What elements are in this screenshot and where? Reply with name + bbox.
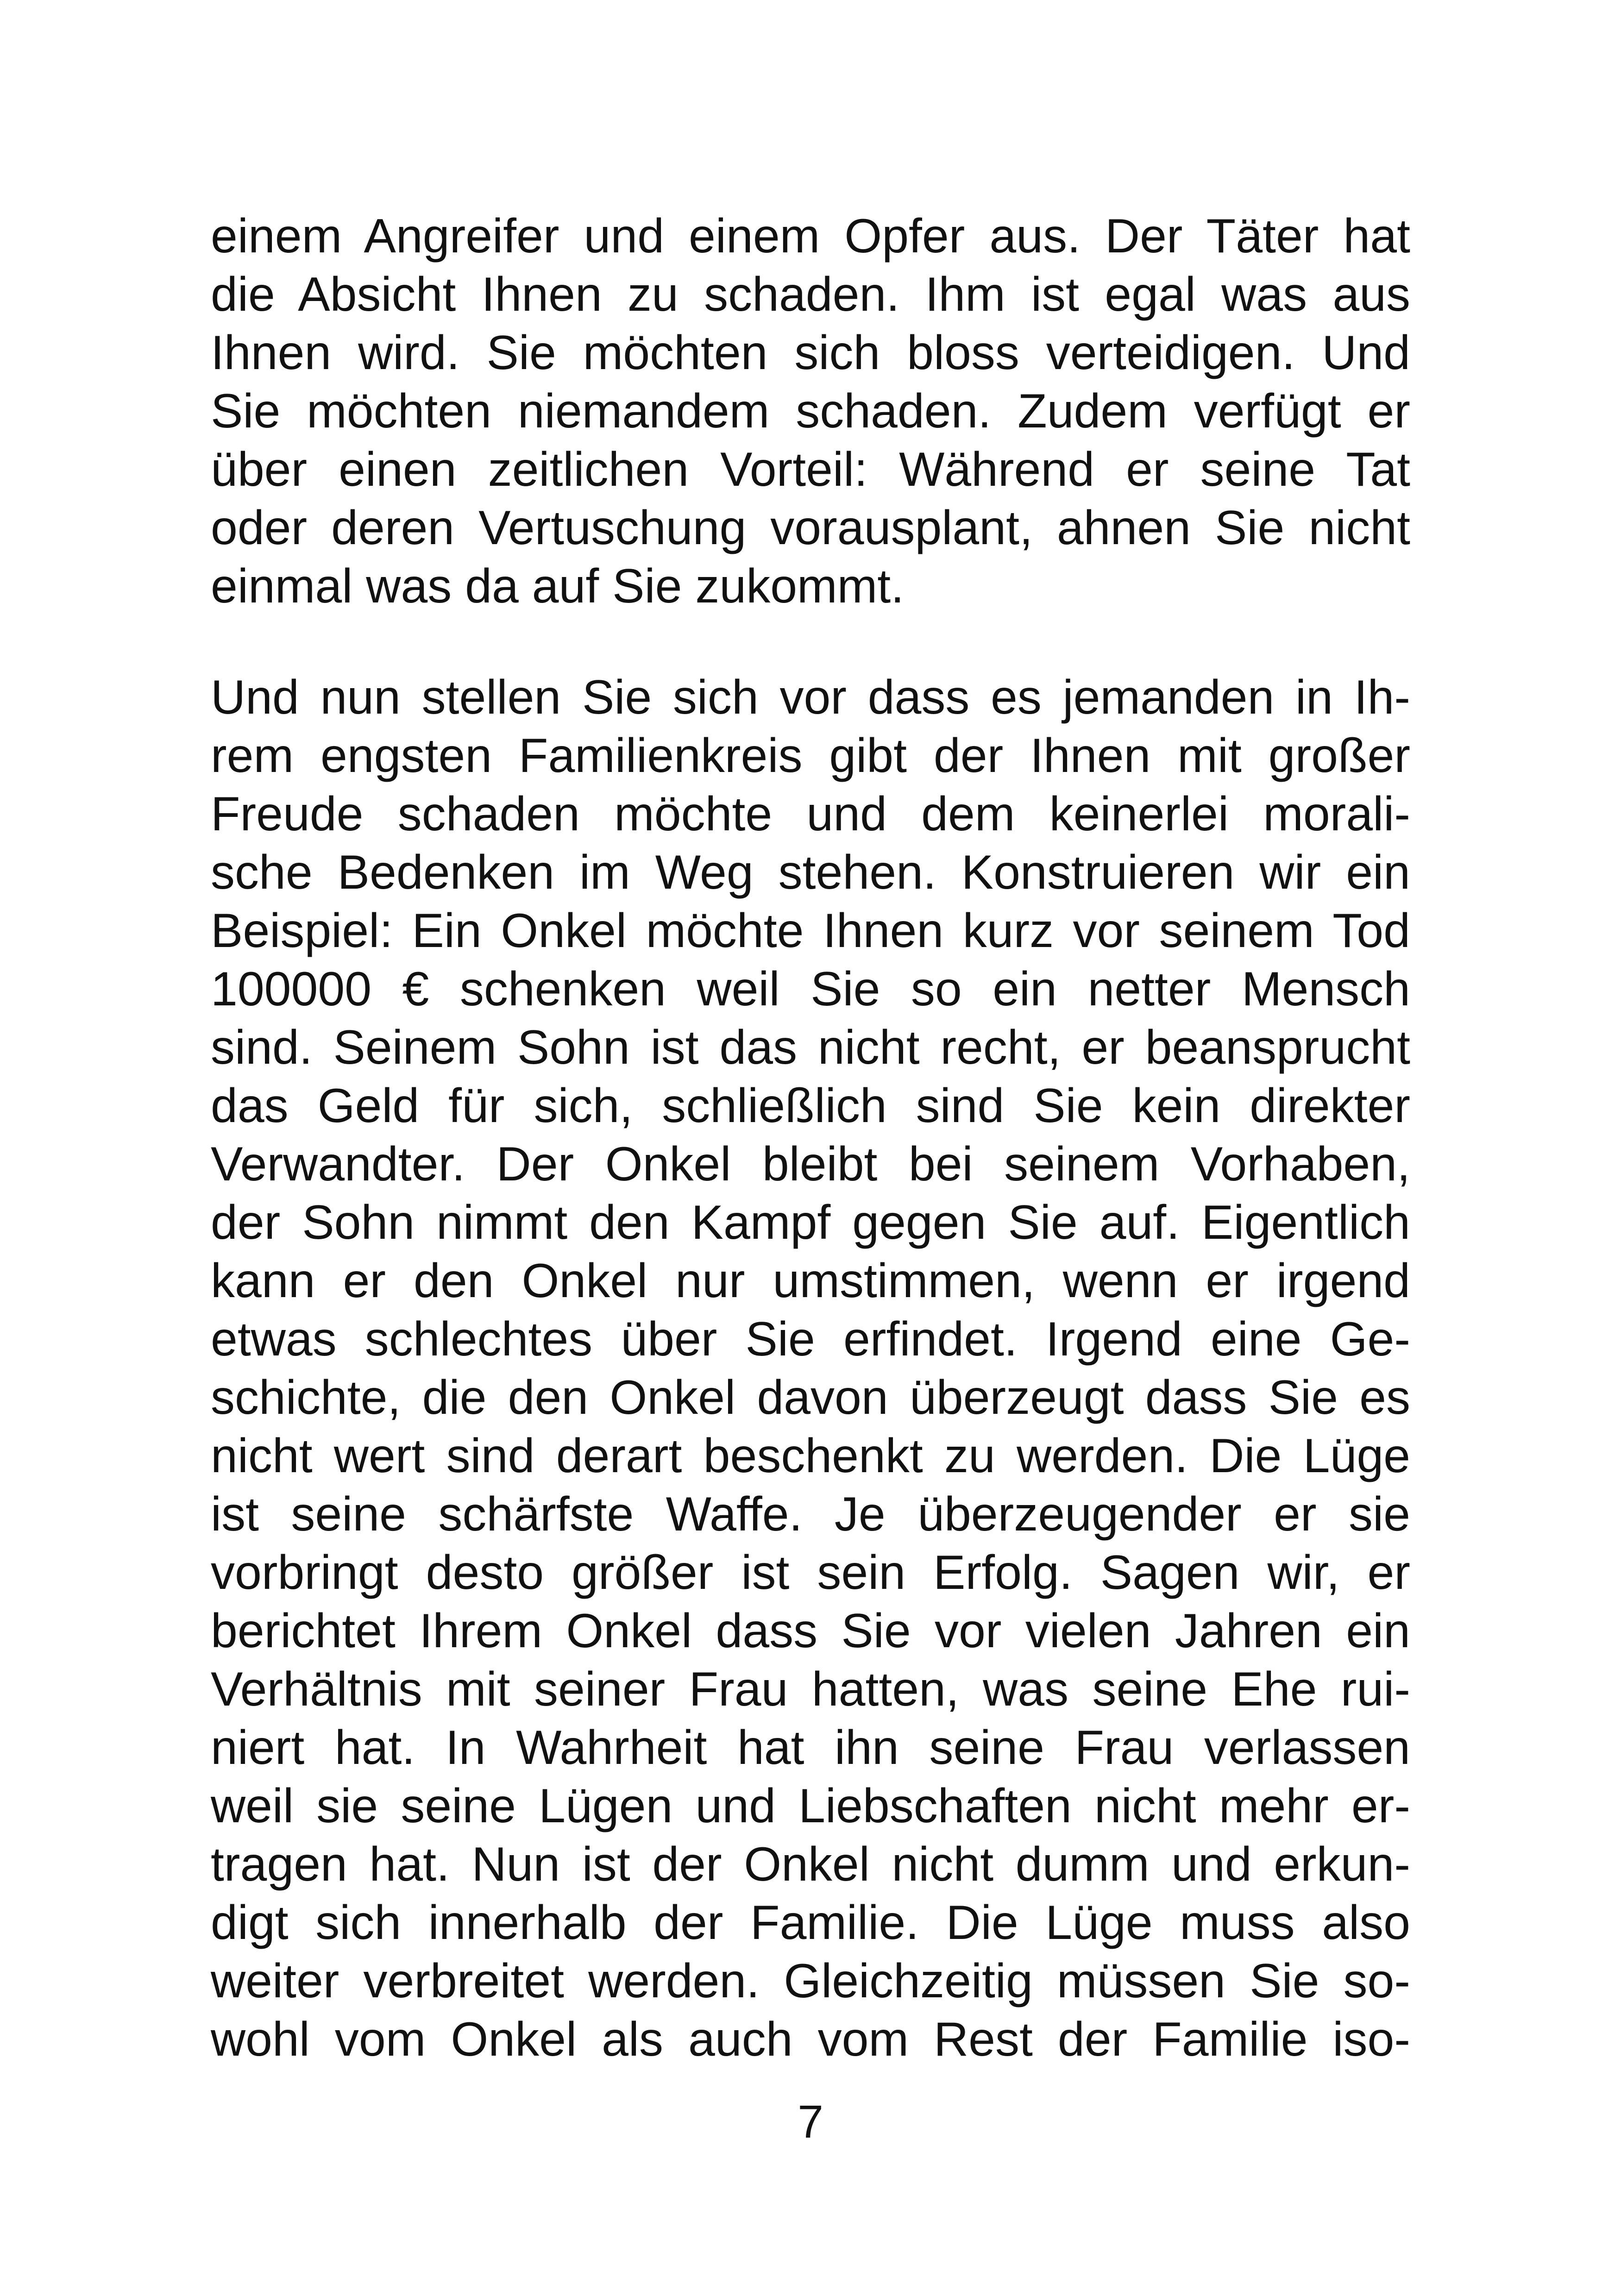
text-line: Freude schaden möchte und dem keinerlei morali- <box>211 787 1410 841</box>
text-line: Ihnen wird. Sie möchten sich bloss verteidigen. Und <box>211 326 1410 380</box>
text-line: niert hat. In Wahrheit hat ihn seine Frau verlassen <box>211 1721 1410 1775</box>
text-line: tragen hat. Nun ist der Onkel nicht dumm und erkun- <box>211 1838 1410 1891</box>
text-line: Sie möchten niemandem schaden. Zudem verfügt er <box>211 384 1410 438</box>
text-line: weil sie seine Lügen und Liebschaften nicht mehr er- <box>211 1779 1410 1833</box>
text-line: sind. Seinem Sohn ist das nicht recht, er beansprucht <box>211 1021 1410 1074</box>
text-line: etwas schlechtes über Sie erfindet. Irgend eine Ge- <box>211 1312 1410 1366</box>
text-line: weiter verbreitet werden. Gleichzeitig müssen Sie so- <box>211 1954 1410 2008</box>
text-line: der Sohn nimmt den Kampf gegen Sie auf. Eigentlich <box>211 1196 1410 1249</box>
text-line: sche Bedenken im Weg stehen. Konstruieren wir ein <box>211 846 1410 899</box>
text-line: Und nun stellen Sie sich vor dass es jemanden in Ih- <box>211 671 1410 724</box>
text-line: ist seine schärfste Waffe. Je überzeugender er sie <box>211 1487 1410 1541</box>
text-line: berichtet Ihrem Onkel dass Sie vor vielen Jahren ein <box>211 1604 1410 1658</box>
text-line: Verwandter. Der Onkel bleibt bei seinem Vorhaben, <box>211 1137 1410 1191</box>
text-line: schichte, die den Onkel davon überzeugt dass Sie es <box>211 1371 1410 1424</box>
text-line: einem Angreifer und einem Opfer aus. Der Täter hat <box>211 209 1410 263</box>
text-line: einmal was da auf Sie zukommt. <box>211 559 905 613</box>
text-line: wohl vom Onkel als auch vom Rest der Familie iso- <box>211 2013 1410 2066</box>
text-line: kann er den Onkel nur umstimmen, wenn er irgend <box>211 1254 1410 1308</box>
paragraph-1 <box>211 207 1410 615</box>
text-line: das Geld für sich, schließlich sind Sie kein direkter <box>211 1079 1410 1133</box>
text-line: digt sich innerhalb der Familie. Die Lüge muss also <box>211 1896 1410 1950</box>
text-line: oder deren Vertuschung vorausplant, ahnen Sie nicht <box>211 501 1410 555</box>
text-line: 100000 € schenken weil Sie so ein netter Mensch <box>211 962 1410 1016</box>
page-number: 7 <box>798 2096 823 2148</box>
text-line: vorbringt desto größer ist sein Erfolg. Sagen wir, er <box>211 1546 1410 1600</box>
text-line: Verhältnis mit seiner Frau hatten, was seine Ehe rui- <box>211 1662 1410 1716</box>
text-line: über einen zeitlichen Vorteil: Während er seine Tat <box>211 443 1410 496</box>
paragraph-2 <box>211 668 1410 2069</box>
text-line: die Absicht Ihnen zu schaden. Ihm ist egal was aus <box>211 268 1410 321</box>
text-line: nicht wert sind derart beschenkt zu werden. Die Lüge <box>211 1429 1410 1483</box>
text-line: Beispiel: Ein Onkel möchte Ihnen kurz vor seinem Tod <box>211 904 1410 958</box>
text-line: rem engsten Familienkreis gibt der Ihnen mit großer <box>211 729 1410 783</box>
